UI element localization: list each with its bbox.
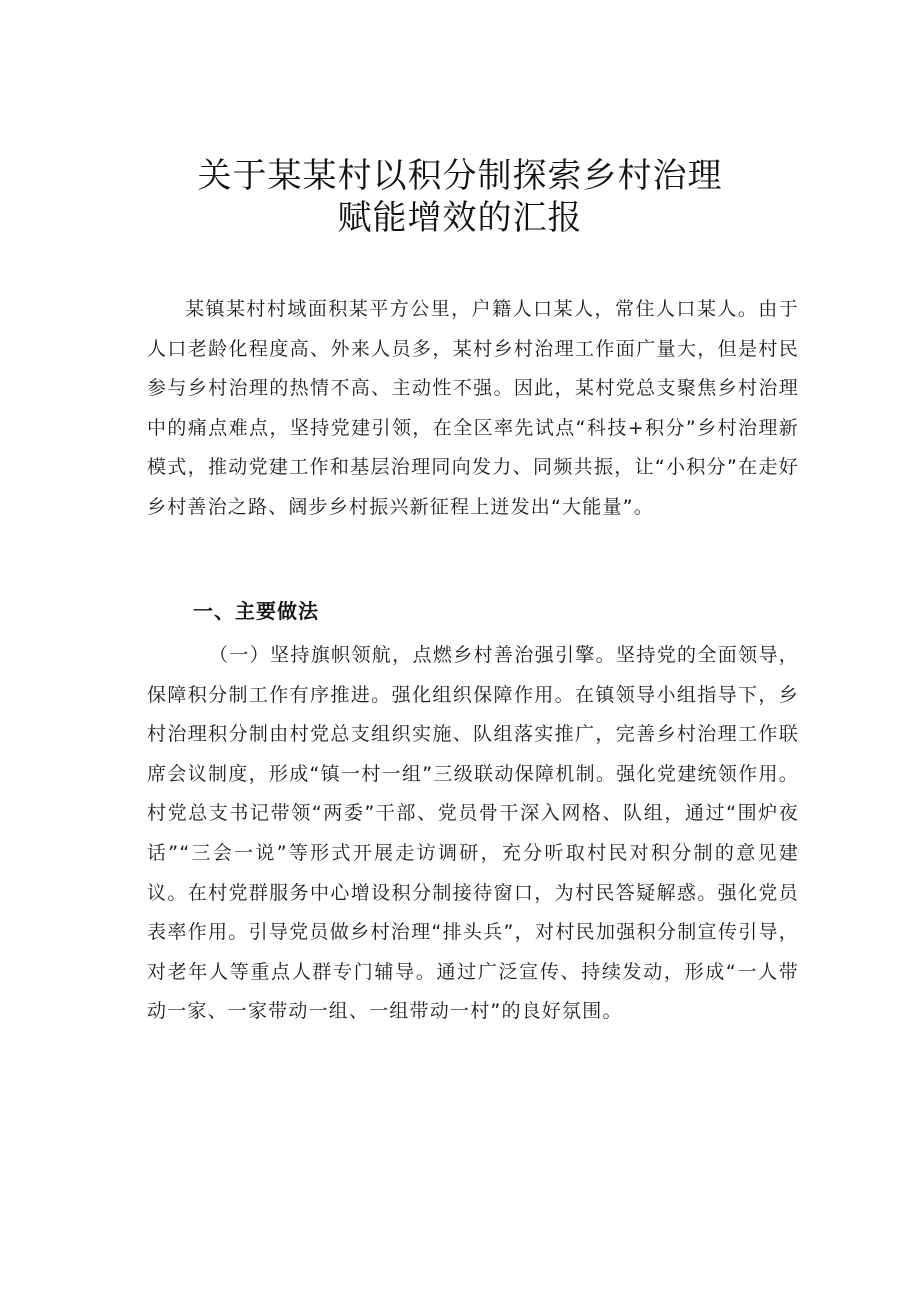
intro-paragraph: 某镇某村村域面积某平方公里，户籍人口某人，常住人口某人。由于人口老龄化程度高、外来人员多，某村乡村治理工作面广量大，但是村民参与乡村治理的热情不高、主动性不强。因此，某村党总支聚焦乡村治理中的痛点难点，坚持党建引领，在全区率先试点“科技+积分”乡村治理新模式，推动党建工作和基层治理同向发力、同频共振，让“小积分”在走好乡村善治之路、阔步乡村振兴新征程上迸发出“大能量”。 — [147, 298, 799, 518]
document-title-line-1: 关于某某村以积分制探索乡村治理 — [197, 156, 723, 196]
section-paragraph-1: （一）坚持旗帜领航，点燃乡村善治强引擎。坚持党的全面领导，保障积分制工作有序推进。强化组织保障作用。在镇领导小组指导下，乡村治理积分制由村党总支组织实施、队组落实推广，完善乡村治理工作联席会议制度，形成“镇一村一组”三级联动保障机制。强化党建统领作用。村党总支书记带领“两委”干部、党员骨干深入网格、队组，通过“围炉夜话”“三会一说”等形式开展走访调研，充分听取村民对积分制的意见建议。在村党群服务中心增设积分制接待窗口，为村民答疑解惑。强化党员表率作用。引导党员做乡村治理“排头兵”，对村民加强积分制宣传引导，对老年人等重点人群专门辅导。通过广泛宣传、持续发动，形成“一人带动一家、一家带动一组、一组带动一村”的良好氛围。 — [147, 644, 799, 1023]
section-heading-main-practices: 一、主要做法 — [193, 599, 319, 623]
document-title-line-2: 赋能增效的汇报 — [337, 198, 583, 238]
